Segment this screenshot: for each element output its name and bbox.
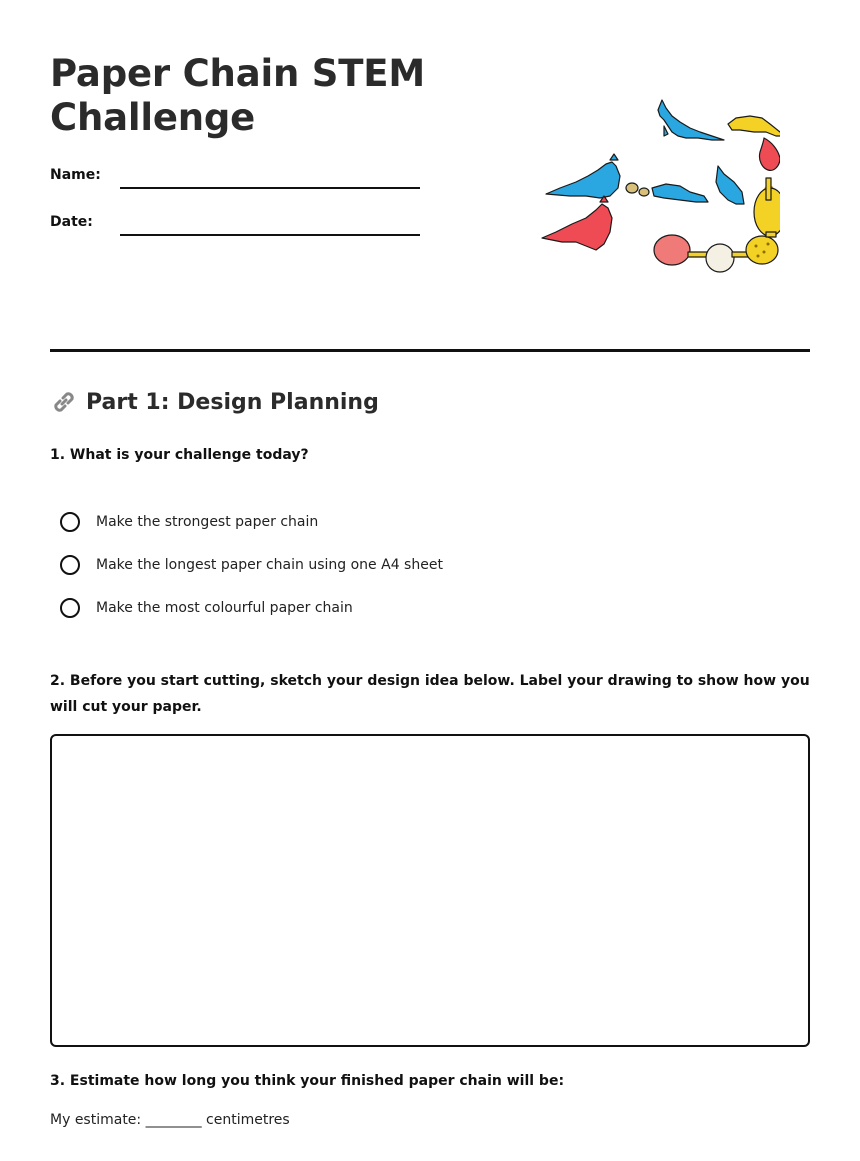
radio-button[interactable] [60,512,80,532]
part1-heading [50,388,379,416]
link-icon [50,388,78,416]
option-label: Make the strongest paper chain [96,514,319,530]
name-label: Name: [50,167,101,183]
chain-link-icon [654,232,778,272]
radio-button[interactable] [60,598,80,618]
question-1: 1. What is your challenge today? [50,447,309,463]
kangaroo-icon [542,196,612,250]
name-field[interactable] [50,167,420,197]
date-line[interactable] [120,234,420,236]
option-label: Make the most colourful paper chain [96,600,353,616]
kangaroo-paper-chain-illustration [540,92,780,282]
radio-button[interactable] [60,555,80,575]
option-longest-chain[interactable] [60,552,443,578]
kangaroo-icon [658,100,724,140]
kangaroo-icon [546,154,620,198]
worksheet-page [50,0,810,1161]
date-label: Date: [50,214,93,230]
kangaroo-icon [728,116,780,136]
part1-heading-text: Part 1: Design Planning [86,389,379,415]
sketch-area[interactable] [50,734,810,1047]
estimate-prefix: My estimate: [50,1112,142,1128]
estimate-unit: centimetres [206,1112,290,1128]
chain-link-icon [626,183,649,196]
date-field[interactable] [50,214,420,244]
worksheet-title: Paper Chain STEM Challenge [50,52,425,139]
chain-link-icon [754,178,780,236]
name-line[interactable] [120,187,420,189]
chain-link-icon [759,138,780,170]
question-2: 2. Before you start cutting, sketch your design idea below. Label your drawing to show how you will cut your paper. [50,673,810,715]
option-strongest-chain[interactable] [60,509,318,535]
option-colourful-chain[interactable] [60,595,353,621]
section-divider [50,349,810,352]
estimate-line [50,1112,290,1128]
kangaroo-icon [652,166,744,204]
question-3: 3. Estimate how long you think your finished paper chain will be: [50,1073,565,1089]
option-label: Make the longest paper chain using one A4 sheet [96,557,443,573]
estimate-blank[interactable]: ________ [145,1112,202,1128]
